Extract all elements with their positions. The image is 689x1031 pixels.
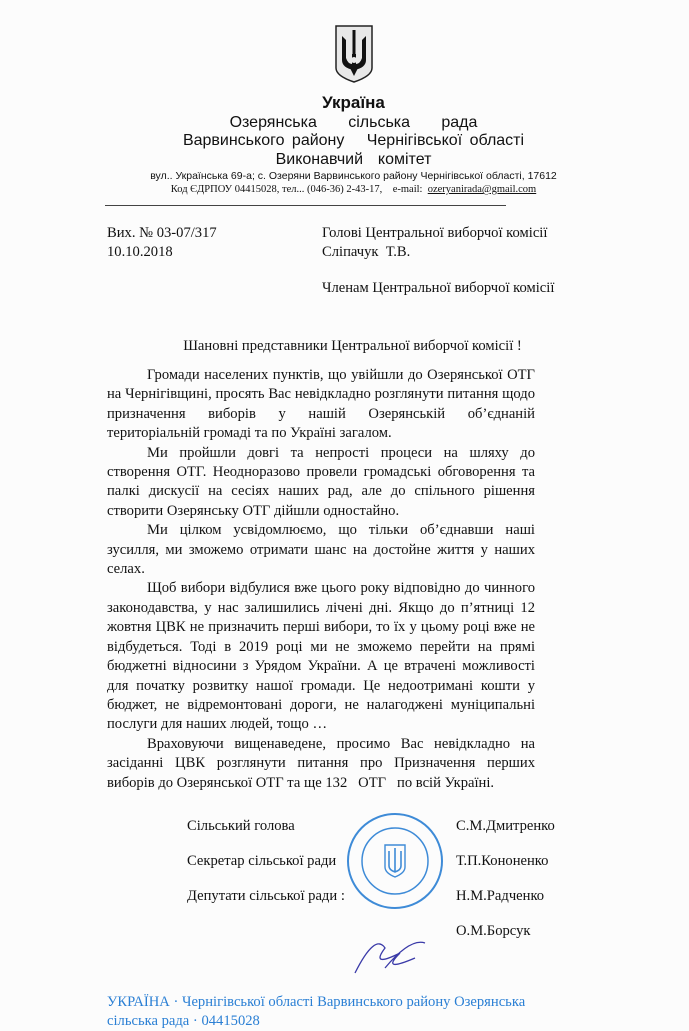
body-paragraph: Враховуючи вищенаведене, просимо Вас невідкладно на засіданні ЦВК розглянути питання про Призначення перших виборів до Озерянської ОТГ та ще 132 ОТГ по всій Україні.: [107, 735, 539, 791]
body-paragraph: Щоб вибори відбулися вже цього року відповідно до чинного законодавства, у нас залишились лічені дні. Якщо до п’ятниці 12 жовтня ЦВК не призначить перші вибори, то їх у цьому році вже не відбудеться. Тоді в 2019 році ми не зможемо перейти на прямі бюджетні відносини з Урядом України. А це втрачені можливості для початку розвитку нашої громади. Це недоотримані кошти у бюджет, не відремонтовані дороги, не налагоджені муніципальні послуги для наших людей, тощо …: [107, 580, 535, 733]
stamp-code: 04415028: [201, 1012, 260, 1029]
letter-body: [107, 366, 539, 793]
body-paragraph: Ми пройшли довгі та непрості процеси на шляху до створення ОТГ. Неодноразово провели громадські обговорення та палкі дискусії на сесіях наших рад, але до спільного рішення створити Озерянську ОТГ дійшли одностайно.: [107, 444, 535, 519]
outgoing-number: Вих. № 03-07/317: [107, 225, 217, 241]
signatory-name: О.М.Борсук: [456, 922, 531, 939]
signature-role: Депутати сільської ради :: [187, 887, 345, 904]
signatory-name: Т.П.Кононенко: [456, 852, 549, 869]
letter-date: 10.10.2018: [107, 244, 173, 260]
letterhead-committee: Виконавчий комітет: [275, 151, 432, 168]
outgoing-info: [0, 224, 322, 298]
signatory-name: Н.М.Радченко: [456, 887, 545, 904]
letterhead-divider: [105, 205, 506, 206]
addressees: [322, 224, 689, 298]
letterhead-district: Варвинського району Чернігівської області: [182, 132, 525, 149]
body-paragraph: Громади населених пунктів, що увійшли до Озерянської ОТГ на Чернігівщині, просять Вас невідкладно розглянути питання щодо призначення виборів у нашій Озерянській об’єднаній територіальній громаді та по Україні загалом.: [107, 367, 535, 442]
signature-row: [0, 922, 689, 957]
letterhead-email-link[interactable]: ozeryanirada@gmail.com: [427, 184, 537, 195]
trident-coat-of-arms-icon: [334, 24, 374, 84]
addressee-line-1: Голові Центральної виборчої комісії: [322, 225, 548, 241]
letterhead-country: Україна: [322, 93, 385, 112]
signature-row: [0, 817, 689, 852]
stamp-legend: УКРАЇНА · Чернігівської області Варвинського району Озерянська сільська рада · 04415028: [107, 993, 526, 1029]
addressee-line-3: Членам Центральної виборчої комісії: [322, 280, 555, 296]
letterhead-code-phone: Код ЄДРПОУ 04415028, тел... (046-36) 2-43-17,: [170, 184, 383, 195]
letter-meta: [0, 224, 689, 298]
signature-row: [0, 887, 689, 922]
stamp-ring-text: Чернігівської області Варвинського району Озерянська сільська рада: [107, 993, 526, 1029]
signature-role: Сільський голова: [187, 817, 295, 834]
body-paragraph: Ми цілком усвідомлюємо, що тільки об’єднавши наші зусилля, ми зможемо отримати шанс на достойне життя у наших селах.: [107, 522, 535, 578]
letterhead-emblem: [0, 24, 689, 86]
salutation: Шановні представники Центральної виборчої комісії !: [183, 338, 522, 354]
signatory-name: С.М.Дмитренко: [456, 817, 555, 834]
addressee-line-2: Сліпачук Т.В.: [322, 244, 411, 260]
stamp-top-text: УКРАЇНА: [107, 993, 170, 1010]
letterhead-email-label: e-mail:: [392, 184, 423, 195]
letterhead-contacts: [0, 183, 689, 197]
letterhead-org-name: Озерянська сільська рада: [229, 114, 478, 131]
signature-role: Секретар сільської ради: [187, 852, 337, 869]
signature-row: [0, 852, 689, 887]
signature-block: [0, 817, 689, 987]
letterhead-address: вул.. Українська 69-а; с. Озеряни Варвинського району Чернігівської області, 17612: [150, 170, 557, 182]
